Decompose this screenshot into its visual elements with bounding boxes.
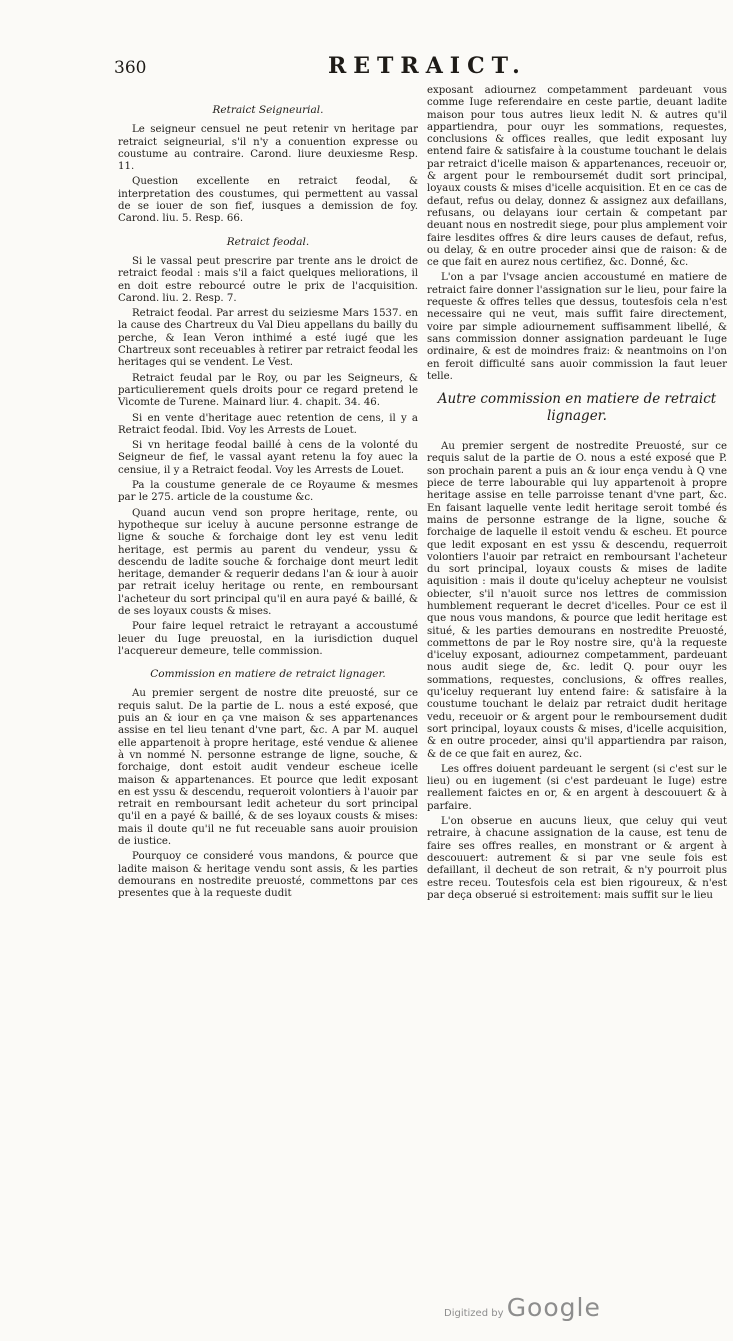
paragraph: Les offres doiuent pardeuant le sergent (si c'est sur le lieu) ou en iugement (si c'est pardeuant le Iuge) estre reallement faictes en or, & en argent à descouuert & à parfaire. [427, 763, 727, 812]
section-heading-retraict-feodal: Retraict feodal. [226, 235, 310, 248]
paragraph: Le seigneur censuel ne peut retenir vn heritage par retraict seigneurial, s'il n'y a conuention expresse ou coustume au contraire. Carond. liure deuxiesme Resp. 11. [118, 124, 418, 173]
paragraph: Retraict feodal. Par arrest du seiziesme Mars 1537. en la cause des Chartreux du Val Dieu appellans du bailly du perche, & Iean Veron inthimé a esté iugé que les Chartreux sont receuables à retirer par retraict feodal les heritages qui se vendent. Le Vest. [118, 308, 418, 369]
paragraph: Si vn heritage feodal baillé à cens de la volonté du Seigneur de fief, le vassal ayant retenu la foy auec la censiue, il y a Retraict feodal. Voy les Arrests de Louet. [118, 440, 418, 476]
google-logo: Google [506, 1293, 601, 1322]
paragraph: Pourquoy ce consideré vous mandons, & pource que ladite maison & heritage vendu sont assis, & les parties demourans en nostredite preuosté, commettons par ces presentes que à la requeste dudit [118, 851, 418, 900]
page-number: 360 [114, 58, 147, 78]
section-heading-retraict-seigneurial: Retraict Seigneurial. [212, 104, 324, 116]
paragraph: Au premier sergent de nostre dite preuosté, sur ce requis salut. De la partie de L. nous a esté exposé, que puis an & iour en ça vne maison & ses appartenances assise en tel lieu tenant d'vne part, &c. A par M. auquel elle appartenoit à propre heritage, esté vendue & alienee à vn nommé N. personne estrange de ligne, souche, & forchaige, dont estoit audit vendeur escheue icelle maison & appartenances. Et pource que ledit exposant en est yssu & descendu, requeroit volontiers à l'auoir par retrait en remboursant ledit acheteur du sort principal qu'il en a payé & baillé, & de ses loyaux cousts & mises: mais il doute qu'il ne fut receuable sans auoir prouision de iustice. [118, 688, 418, 848]
paragraph: Question excellente en retraict feodal, & interpretation des coustumes, qui permettent au vassal de se iouer de son fief, iusques a demission de foy. Carond. liu. 5. Resp. 66. [118, 176, 418, 225]
paragraph: Pour faire lequel retraict le retrayant a accoustumé leuer du Iuge preuostal, en la iurisdiction duquel l'acquereur demeure, telle commission. [118, 621, 418, 657]
paragraph: Au premier sergent de nostredite Preuosté, sur ce requis salut de la partie de O. nous a esté exposé que P. son prochain parent a puis an & iour ença vendu à Q vne piece de terre labourable qui luy appartenoit à propre heritage assise en telle parroisse tenant d'vne part, &c. En faisant laquelle vente ledit heritage seroit tombé és mains de personne estrange de la ligne, souche & forchaige de laquelle il estoit vendu & escheu. Et pource que ledit exposant en est yssu & descendu, requerroit volontiers l'auoir par retraict en remboursant l'acheteur du sort principal, loyaux cousts & mises de ladite aquisition : mais il doute qu'iceluy achepteur ne voulsist obiecter, s'il n'auoit surce nos lettres de commission humblement requerant le decret d'icelles. Pour ce est il que nous vous mandons, & pource que ledit heritage est situé, & les parties demourans en nostredite Preuosté, commettons de par le Roy nostre sire, qu'à la requeste d'iceluy exposant, adiournez competamment, pardeuant nous audit siege de, &c. ledit Q. pour ouyr les sommations, requestes, conclusions, & offres realles, qu'iceluy requerant luy entend faire: & satisfaire à la coustume touchant le delaiz par retraict dudit heritage vedu, receuoir or & argent pour le remboursement dudit sort principal, loyaux cousts & mises, d'icelle acquisition, & en outre proceder, ainsi qu'il appartiendra par raison, & de ce que fait en aurez, &c. [427, 441, 727, 760]
right-column [427, 85, 727, 905]
digitized-watermark [444, 1293, 601, 1322]
running-title: RETRAICT. [328, 53, 527, 79]
paragraph: L'on obserue en aucuns lieux, que celuy qui veut retraire, à chacune assignation de la cause, est tenu de faire ses offres realles, en monstrant or & argent à descouuert: autrement & si par vne seule fois est defaillant, il decheut de son retrait, & n'y pourroit plus estre receu. Toutesfois cela est bien rigoureux, & n'est par deça obserué si estroitement: mais suffit sur le lieu [427, 816, 727, 901]
paragraph: Si en vente d'heritage auec retention de cens, il y a Retraict feodal. Ibid. Voy les Arrests de Louet. [118, 412, 418, 436]
paragraph: Si le vassal peut prescrire par trente ans le droict de retraict feodal : mais s'il a faict quelques meliorations, il en doit estre rebourcé outre le prix de l'acquisition. Carond. liu. 2. Resp. 7. [118, 255, 418, 304]
paragraph: Pa la coustume generale de ce Royaume & mesmes par le 275. article de la coustume &c. [118, 480, 418, 504]
left-column [118, 94, 418, 904]
watermark-prefix: Digitized by [444, 1308, 504, 1319]
paragraph: Quand aucun vend son propre heritage, rente, ou hypotheque sur iceluy à aucune personne estrange de ligne & souche & forchaige dont ley est venu ledit heritage, est permis au parent du vendeur, yssu & descendu de ladite souche & forchaige dont meurt ledit heritage, demander & requerir dedans l'an & iour à auoir par retrait iceluy heritage ou rente, en remboursant l'acheteur du sort principal qu'il en aura payé & baillé, & de ses loyaux cousts & mises. [118, 507, 418, 617]
section-heading-commission: Commission en matiere de retraict lignager. [150, 668, 386, 681]
paragraph: L'on a par l'vsage ancien accoustumé en matiere de retraict faire donner l'assignation sur le lieu, pour faire la requeste & offres telles que dessus, toutesfois cela n'est necessaire qui ne veut, mais suffit faire directement, voire par simple adiournement suffisamment libellé, & sans commission donner assignation pardeuant le Iuge ordinaire, & est de moindres fraiz: & neantmoins on l'on en feroit difficulté sans auoir commission la faut leuer telle. [427, 272, 727, 382]
paragraph: exposant adiournez competamment pardeuant vous comme Iuge referendaire en ceste partie, deuant ladite maison pour tous autres lieux ledit N. & autres qu'il appartiendra, pour ouyr les sommations, requestes, conclusions & offices realles, que ledit exposant luy entend faire & satisfaire à la coustume touchant le delais par retraict d'icelle maison & appartenances, receuoir or, & argent pour le remboursemét dudit sort principal, loyaux cousts & mises d'icelle acquisition. Et en ce cas de defaut, refus ou delay, donnez & assignez aux defaillans, refusans, ou delayans iour certain & competant par deuant nous en nostredit siege, pour plus amplement voir faire lesdites offres & dire leurs causes de defaut, refus, ou delay, & en outre proceder ainsi que de raison: & de ce que fait en aurez nous certifiez, &c. Donné, &c. [427, 85, 727, 269]
section-heading-autre-commission: Autre commission en matiere de retraict lignager. [437, 391, 717, 425]
paragraph: Retraict feudal par le Roy, ou par les Seigneurs, & particulierement quels droits pour ce regard pretend le Vicomte de Turene. Mainard liur. 4. chapit. 34. 46. [118, 372, 418, 409]
